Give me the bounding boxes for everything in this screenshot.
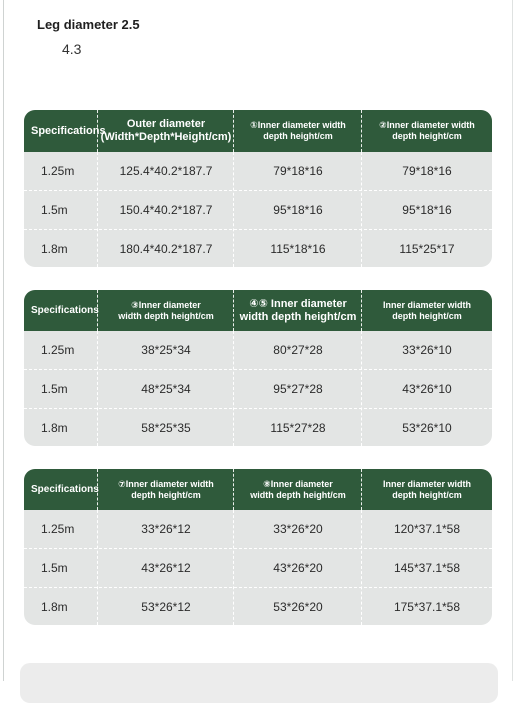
- spec-table-1: [24, 110, 492, 267]
- header-inner-diameter-9: Inner diameter width depth height/cm: [382, 478, 471, 500]
- spec-table-3: [24, 469, 492, 625]
- col-divider: [97, 110, 98, 152]
- inner-diameter-6-value: 43*26*10: [402, 382, 452, 396]
- leg-diameter-value: 4.3: [62, 41, 82, 57]
- outer-diameter-value: 150.4*40.2*187.7: [119, 203, 213, 217]
- outer-diameter-value: 180.4*40.2*187.7: [119, 241, 213, 256]
- spec-size: 1.5m: [41, 382, 68, 396]
- table-row: [24, 510, 492, 548]
- inner-diameter-6-value: 53*26*10: [402, 420, 452, 435]
- spec-size: 1.8m: [41, 420, 68, 435]
- inner-diameter-3-value: 38*25*34: [141, 343, 191, 357]
- inner-diameter-2-value: 115*25*17: [399, 241, 455, 256]
- inner-diameter-9-value: 145*37.1*58: [393, 561, 461, 575]
- frame-line-right: [512, 0, 513, 681]
- inner-diameter-9-value: 175*37.1*58: [393, 599, 461, 614]
- col-divider: [97, 469, 98, 510]
- inner-diameter-1-value: 115*18*16: [270, 241, 326, 256]
- inner-diameter-7-value: 43*26*12: [141, 561, 191, 575]
- table-row: [24, 331, 492, 369]
- col-divider: [361, 290, 362, 331]
- spec-size: 1.25m: [41, 164, 75, 178]
- table-row: [24, 370, 492, 408]
- inner-diameter-9-value: 120*37.1*58: [393, 522, 461, 536]
- inner-diameter-3-value: 48*25*34: [141, 382, 191, 396]
- inner-diameter-1-value: 79*18*16: [273, 164, 323, 178]
- header-inner-diameter-4-5: ④⑤ Inner diameter width depth height/cm: [239, 297, 357, 323]
- leg-diameter-title: Leg diameter 2.5: [37, 17, 140, 32]
- table-row: [24, 230, 492, 267]
- header-inner-diameter-1: ①Inner diameter width depth height/cm: [250, 120, 346, 141]
- spec-size: 1.8m: [41, 599, 68, 614]
- header-specifications: Specifications: [31, 305, 99, 316]
- spec-table-2: [24, 290, 492, 446]
- header-inner-diameter-6: Inner diameter width depth height/cm: [382, 299, 471, 321]
- inner-diameter-4-5-value: 80*27*28: [273, 343, 323, 357]
- spec-size: 1.25m: [41, 343, 75, 357]
- spec-table-1-header: [24, 110, 492, 152]
- header-specifications: Specifications: [31, 124, 106, 137]
- next-section-card: [20, 663, 498, 703]
- inner-diameter-2-value: 79*18*16: [402, 164, 452, 178]
- inner-diameter-6-value: 33*26*10: [402, 343, 452, 357]
- header-specifications: Specifications: [31, 484, 99, 495]
- table-row: [24, 549, 492, 587]
- spec-size: 1.8m: [41, 241, 68, 256]
- col-divider: [361, 110, 362, 152]
- inner-diameter-1-value: 95*18*16: [273, 203, 323, 217]
- col-divider: [361, 469, 362, 510]
- table-row: [24, 588, 492, 625]
- header-inner-diameter-2: ②Inner diameter width depth height/cm: [379, 120, 475, 141]
- col-divider: [233, 110, 234, 152]
- outer-diameter-value: 125.4*40.2*187.7: [119, 164, 213, 178]
- inner-diameter-4-5-value: 95*27*28: [273, 382, 323, 396]
- table-row: [24, 409, 492, 446]
- inner-diameter-8-value: 43*26*20: [273, 561, 323, 575]
- inner-diameter-7-value: 33*26*12: [141, 522, 191, 536]
- frame-line-left: [3, 0, 4, 681]
- inner-diameter-8-value: 53*26*20: [273, 599, 323, 614]
- header-inner-diameter-8: ⑧Inner diameter width depth height/cm: [250, 478, 346, 500]
- header-inner-diameter-7: ⑦Inner diameter width depth height/cm: [118, 478, 214, 500]
- spec-size: 1.5m: [41, 561, 68, 575]
- inner-diameter-8-value: 33*26*20: [273, 522, 323, 536]
- col-divider: [97, 290, 98, 331]
- table-row: [24, 152, 492, 190]
- table-row: [24, 191, 492, 229]
- col-divider: [233, 469, 234, 510]
- spec-size: 1.5m: [41, 203, 68, 217]
- header-inner-diameter-3: ③Inner diameter width depth height/cm: [118, 299, 214, 321]
- inner-diameter-7-value: 53*26*12: [141, 599, 191, 614]
- inner-diameter-2-value: 95*18*16: [402, 203, 452, 217]
- spec-table-3-header: [24, 469, 492, 510]
- header-outer-diameter: Outer diameter (Width*Depth*Height/cm): [100, 118, 232, 143]
- inner-diameter-3-value: 58*25*35: [141, 420, 191, 435]
- spec-size: 1.25m: [41, 522, 75, 536]
- inner-diameter-4-5-value: 115*27*28: [270, 420, 326, 435]
- spec-table-2-header: [24, 290, 492, 331]
- col-divider: [233, 290, 234, 331]
